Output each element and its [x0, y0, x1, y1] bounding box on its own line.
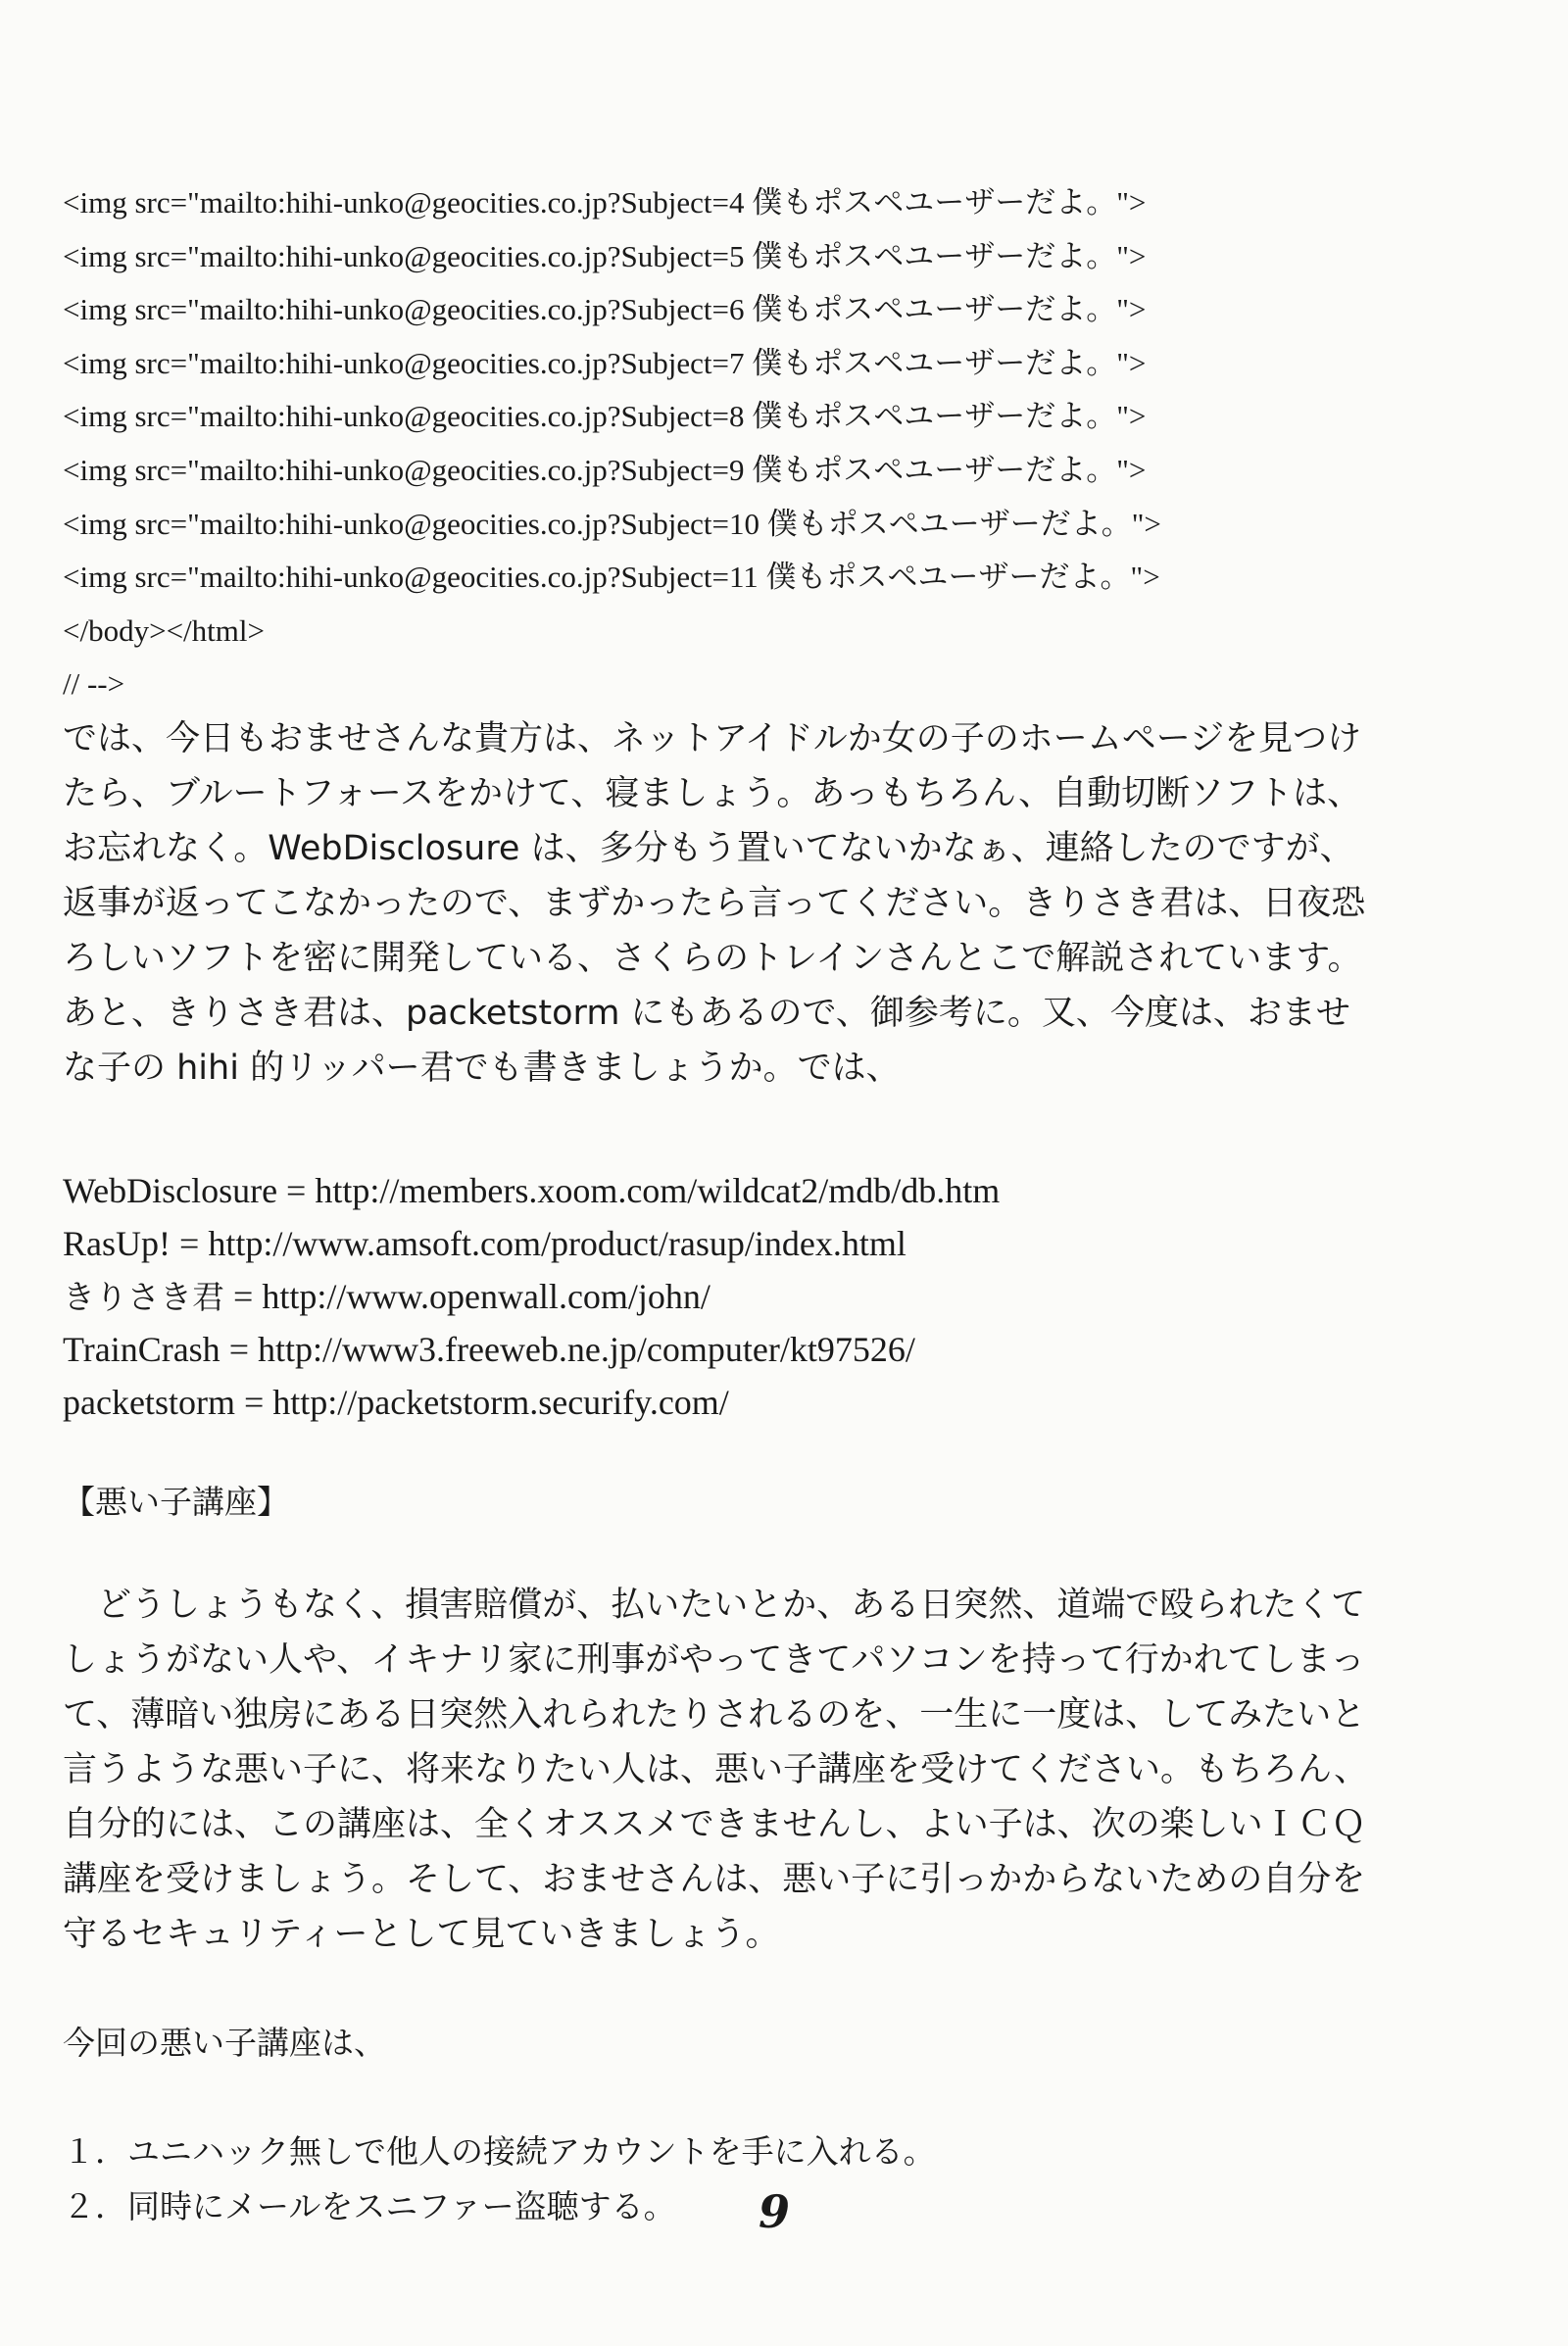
code-line: <img src="mailto:hihi-unko@geocities.co.jp?Subject=5 僕もポスペユーザーだよ。"> [63, 238, 1147, 273]
link-row [63, 1217, 1435, 1270]
link-url: http://www.amsoft.com/product/rasup/index.html [208, 1223, 906, 1263]
code-line: <img src="mailto:hihi-unko@geocities.co.jp?Subject=7 僕もポスペユーザーだよ。"> [63, 345, 1147, 380]
code-line: <img src="mailto:hihi-unko@geocities.co.jp?Subject=4 僕もポスペユーザーだよ。"> [63, 185, 1147, 220]
link-url: http://www.openwall.com/john/ [262, 1276, 710, 1316]
link-separator: = [234, 1382, 273, 1422]
document-page [63, 176, 1435, 2234]
code-line: <img src="mailto:hihi-unko@geocities.co.jp?Subject=8 僕もポスペユーザーだよ。"> [63, 399, 1147, 434]
link-separator: = [224, 1276, 263, 1316]
intro-line: 今回の悪い子講座は、 [63, 2023, 386, 2062]
link-name: packetstorm [63, 1382, 235, 1422]
link-url: http://www3.freeweb.ne.jp/computer/kt97526/ [258, 1329, 915, 1369]
body-paragraph-2: どうしょうもなく、損害賠償が、払いたいとか、ある日突然、道端で殴られたくて しょうがない人や、イキナリ家に刑事がやってきてパソコンを持って行かれてしまっ て、薄暗い独房にある日突然入れられたりされるのを、一生に一度は、してみたいと 言うような悪い子に、将来なりたい人は、悪い子講座を受けてください。もちろん、 自分的には、この講座は、全くオススメできませんし、よい子は、次の楽しいＩＣＱ 講座を受けましょう。そして、おませさんは、悪い子に引っかからないための自分を 守るセキュリティーとして見ていきましょう。 [63, 1585, 1369, 1954]
link-list [63, 1164, 1435, 1429]
code-line: <img src="mailto:hihi-unko@geocities.co.jp?Subject=10 僕もポスペユーザーだよ。"> [63, 506, 1161, 541]
link-name: きりさき君 [63, 1277, 224, 1316]
link-row [63, 1164, 1435, 1217]
link-separator: = [277, 1170, 316, 1210]
code-line: // --> [63, 666, 125, 702]
page-number: 9 [758, 2185, 790, 2238]
link-name: TrainCrash [63, 1329, 220, 1369]
code-line: <img src="mailto:hihi-unko@geocities.co.jp?Subject=9 僕もポスペユーザーだよ。"> [63, 452, 1147, 487]
link-url: http://members.xoom.com/wildcat2/mdb/db.htm [315, 1170, 1001, 1210]
list-item: ２．同時にメールをスニファー盗聴する。 [63, 2186, 676, 2225]
body-paragraph-1: では、今日もおませさんな貴方は、ネットアイドルか女の子のホームページを見つけ たら、ブルートフォースをかけて、寝ましょう。あっもちろん、自動切断ソフトは、 お忘れなく。WebDisclosure は、多分もう置いてないかなぁ、連絡したのですが、 返事が返ってこなかったので、まずかったら言ってください。きりさき君は、日夜恐 ろしいソフトを密に開発している、さくらのトレインさんとこで解説されています。 あと、きりさき君は、packetstorm にもあるので、御参考に。又、今度は、おませ な子の hihi 的リッパー君でも書きましょうか。では、 [63, 718, 1366, 1088]
list-item: １．ユニハック無しで他人の接続アカウントを手に入れる。 [63, 2131, 936, 2171]
link-row [63, 1376, 1435, 1429]
link-separator: = [220, 1329, 258, 1369]
code-line: <img src="mailto:hihi-unko@geocities.co.jp?Subject=6 僕もポスペユーザーだよ。"> [63, 292, 1147, 327]
link-row [63, 1323, 1435, 1376]
code-line: <img src="mailto:hihi-unko@geocities.co.jp?Subject=11 僕もポスペユーザーだよ。"> [63, 560, 1160, 595]
code-block [63, 176, 1435, 711]
link-url: http://packetstorm.securify.com/ [272, 1382, 729, 1422]
link-name: RasUp! [63, 1223, 171, 1263]
link-row [63, 1270, 1435, 1323]
code-line: </body></html> [63, 612, 265, 648]
link-name: WebDisclosure [63, 1170, 278, 1210]
link-separator: = [171, 1223, 209, 1263]
section-heading: 【悪い子講座】 [63, 1482, 289, 1521]
